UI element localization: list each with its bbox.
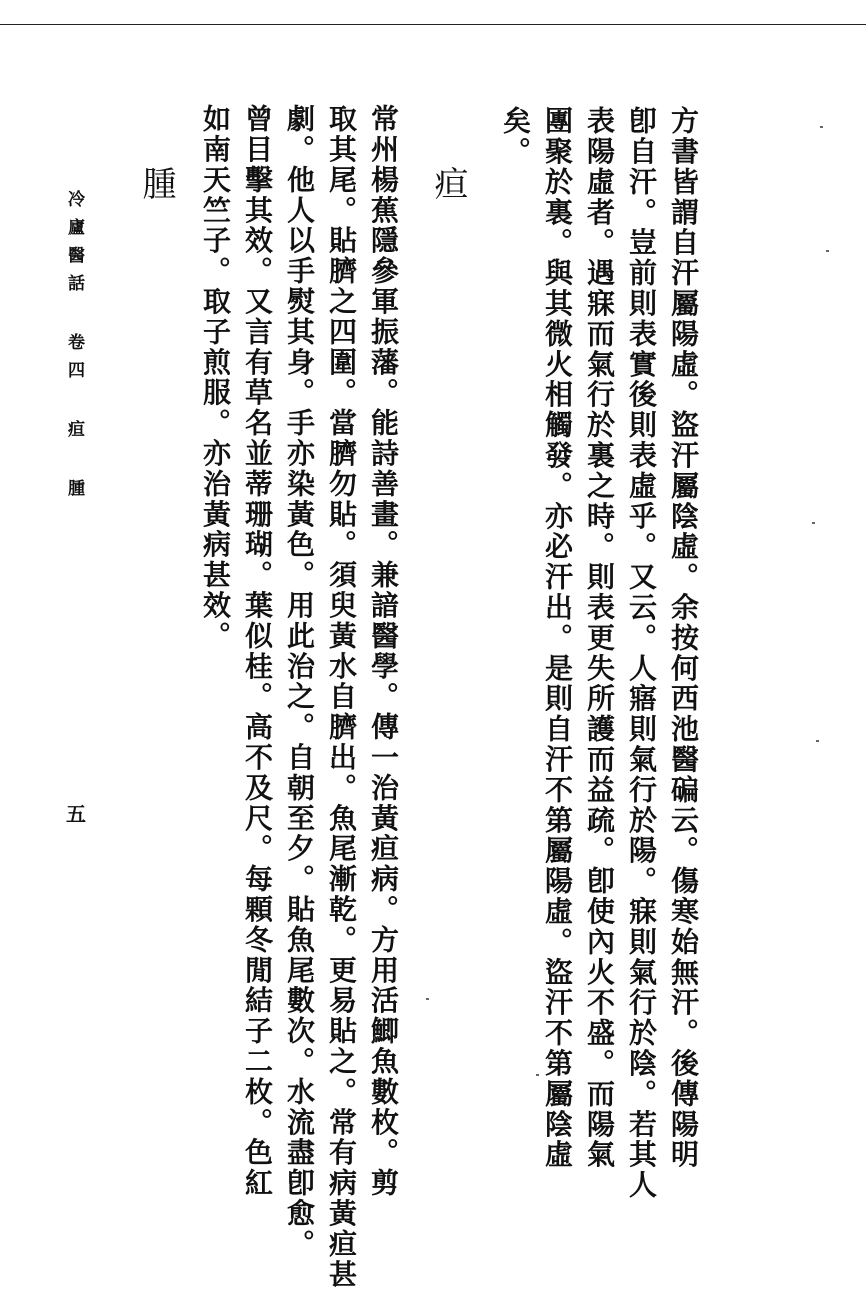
section1-column-4: 曾目擊其效。又言有草名並蒂珊瑚。葉似桂。高不及尺。每顆冬閒結子二枚。色紅 <box>241 104 274 1199</box>
top-rule <box>0 24 866 25</box>
text-column-1: 方書皆謂自汗屬陽虛。盜汗屬陰虛。余按何西池醫碥云。傷寒始無汗。後傳陽明 <box>667 106 700 1170</box>
section1-column-3: 劇。他人以手熨其身。手亦染黃色。用此治之。自朝至夕。貼魚尾數次。水流盡卽愈。 <box>283 104 316 1260</box>
section1-column-2: 取其尾。貼臍之四圍。當臍勿貼。須臾黃水自臍出。魚尾漸乾。更易貼之。常有病黃疸甚 <box>325 104 358 1290</box>
scan-speck <box>812 522 815 524</box>
scan-speck <box>536 1074 539 1076</box>
text-column-5: 矣。 <box>499 106 532 167</box>
text-column-4: 團聚於裏。與其微火相觸發。亦必汗出。是則自汗不第屬陽虛。盜汗不第屬陰虛 <box>541 106 574 1170</box>
section1-column-1: 常州楊蕉隱參軍振藩。能詩善畫。兼諳醫學。傳一治黃疸病。方用活鯽魚數枚。剪 <box>367 104 400 1199</box>
scan-speck <box>426 998 429 1000</box>
scan-speck <box>826 250 829 252</box>
page-number: 五 <box>66 802 86 826</box>
scan-speck <box>820 126 823 128</box>
scan-speck <box>816 740 819 742</box>
text-column-2: 卽自汗。豈前則表實後則表虛乎。又云。人寤則氣行於陽。寐則氣行於陰。若其人 <box>625 106 658 1201</box>
text-column-3: 表陽虛者。遇寐而氣行於裏之時。則表更失所護而益疏。卽使內火不盛。而陽氣 <box>583 106 616 1170</box>
section1-column-5: 如南天竺子。取子煎服。亦治黃病甚效。 <box>199 104 232 652</box>
section-heading-zhong: 腫 <box>136 166 176 200</box>
running-title: 冷廬醫話 卷四 疸 腫 <box>64 190 84 507</box>
section-heading-dan: 疸 <box>428 166 468 200</box>
